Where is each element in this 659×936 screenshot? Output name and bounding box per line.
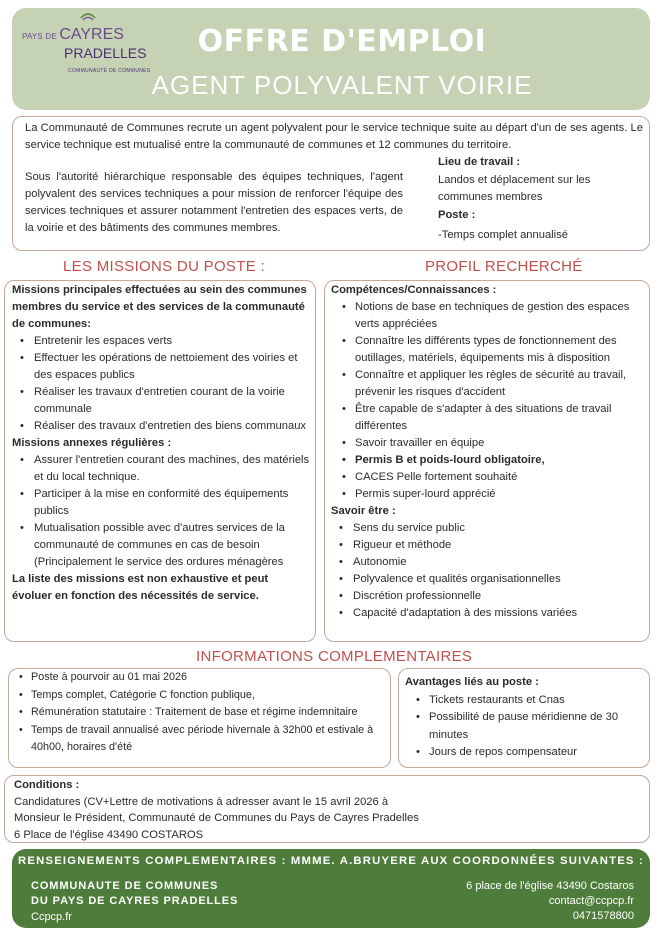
intro-role-text: Sous l'autorité hiérarchique responsable des équipes techniques, l'agent polyvalent des services techniques a pour mission de renforcer l'équipe des services techniques et assurer notamment l'entretien des espaces verts, de la voirie et des bâtiments des communes membres.: [25, 171, 403, 234]
avantages-heading: Avantages liés au poste :: [405, 676, 539, 688]
list-item: • Possibilité de pause méridienne de 30 minutes: [405, 709, 645, 744]
poste-label: Poste :: [438, 208, 476, 221]
list-item: • Rémunération statutaire : Traitement de base et régime indemnitaire: [15, 704, 387, 722]
missions-principal-list: [12, 333, 310, 435]
avantages-box: [398, 668, 650, 768]
list-item: • Réaliser des travaux d'entretien des biens communaux: [12, 418, 310, 435]
list-item: • Temps de travail annualisé avec période hivernale à 32h00 et estivale à 40h00, horaires d'été: [15, 722, 387, 757]
footer-org: [31, 879, 238, 909]
footer-contact-details: [466, 879, 634, 924]
avantages-list: [405, 692, 645, 762]
footer-banner: RENSEIGNEMENTS COMPLEMENTAIRES : MMME. A.BRUYERE AUX COORDONNÉES SUIVANTES :: [18, 855, 644, 867]
list-item: • CACES Pelle fortement souhaité: [331, 469, 647, 486]
footer-address: 6 place de l'église 43490 Costaros: [466, 880, 634, 892]
intro-text: La Communauté de Communes recrute un agent polyvalent pour le service technique suite au départ d'un de ses agents. Le service technique est mutualisé entre la communauté de communes et 12 communes du territoire.: [25, 122, 643, 151]
list-item: • Mutualisation possible avec d'autres services de la communauté de communes en cas de besoin (Principalement le service des ordures ménagères: [12, 520, 310, 571]
competences-heading: Compétences/Connaissances :: [331, 284, 497, 296]
list-item: • Discrétion professionnelle: [331, 588, 647, 605]
logo-emblem-icon: [80, 12, 96, 22]
list-item: • Connaître les différents types de fonctionnement des outillages, matériels, équipements mis à disposition: [331, 333, 647, 367]
intro-box: [12, 116, 650, 251]
workplace-info: [438, 154, 643, 245]
list-item: • Autonomie: [331, 554, 647, 571]
list-item: • Temps complet, Catégorie C fonction publique,: [15, 687, 387, 705]
missions-principal-heading: Missions principales effectuées au sein des communes membres du service et des services de la communauté de communes:: [12, 284, 307, 330]
list-item: • Poste à pourvoir au 01 mai 2026: [15, 669, 387, 687]
profil-title: PROFIL RECHERCHÉ: [425, 258, 583, 275]
conditions-line: Candidatures (CV+Lettre de motivations à adresser avant le 15 avril 2026 à: [14, 795, 389, 808]
list-item: • Être capable de s'adapter à des situations de travail différentes: [331, 401, 647, 435]
list-item: • Permis B et poids-lourd obligatoire,: [331, 452, 647, 469]
list-item: • Savoir travailler en équipe: [331, 435, 647, 452]
footer-org-line: DU PAYS DE CAYRES PRADELLES: [31, 895, 239, 907]
missions-annexes-heading: Missions annexes régulières :: [12, 437, 172, 449]
list-item: • Rigueur et méthode: [331, 537, 647, 554]
footer-phone[interactable]: 0471578800: [572, 910, 634, 922]
footer-contact: [12, 849, 650, 928]
list-item: • Capacité d'adaptation à des missions variées: [331, 605, 647, 622]
list-item: • Sens du service public: [331, 520, 647, 537]
list-item: • Entretenir les espaces verts: [12, 333, 310, 350]
infos-box: [8, 668, 391, 768]
missions-annexes-list: [12, 452, 310, 571]
competences-list: [331, 299, 647, 503]
list-item: • Jours de repos compensateur: [405, 744, 645, 762]
list-item: • Polyvalence et qualités organisationnelles: [331, 571, 647, 588]
savoir-list: [331, 520, 647, 622]
footer-website[interactable]: Ccpcp.fr: [31, 911, 72, 923]
lieu-value: Landos et déplacement sur les communes membres: [438, 173, 591, 203]
footer-org-line: COMMUNAUTE DE COMMUNES: [31, 880, 219, 892]
logo-line2: PRADELLES: [64, 45, 147, 61]
conditions-heading: Conditions :: [14, 779, 80, 791]
list-item: • Effectuer les opérations de nettoiement des voiries et des espaces publics: [12, 350, 310, 384]
header-banner: [12, 8, 650, 110]
list-item: • Tickets restaurants et Cnas: [405, 692, 645, 710]
list-item: • Connaître et appliquer les règles de sécurité au travail, prévenir les risques d'accident: [331, 367, 647, 401]
conditions-box: [4, 775, 650, 843]
logo-line1: PAYS DE CAYRES: [22, 26, 124, 43]
lieu-label: Lieu de travail :: [438, 156, 521, 168]
conditions-line: 6 Place de l'église 43490 COSTAROS: [14, 828, 204, 841]
list-item: • Participer à la mise en conformité des équipements publics: [12, 486, 310, 520]
profil-box: [324, 280, 650, 642]
conditions-line: Monsieur le Président, Communauté de Communes du Pays de Cayres Pradelles: [14, 812, 419, 824]
savoir-heading: Savoir être :: [331, 505, 396, 517]
infos-list: [15, 669, 387, 757]
poste-value: -Temps complet annualisé: [438, 229, 568, 241]
list-item: • Notions de base en techniques de gestion des espaces verts appréciées: [331, 299, 647, 333]
footer-email[interactable]: contact@ccpcp.fr: [548, 895, 634, 907]
list-item: • Permis super-lourd apprécié: [331, 486, 647, 503]
logo-line3: COMMUNAUTÉ DE COMMUNES: [68, 68, 151, 74]
page-title: OFFRE D'EMPLOI: [197, 24, 487, 59]
missions-box: [4, 280, 316, 642]
page-subtitle: AGENT POLYVALENT VOIRIE: [151, 70, 533, 100]
infos-title: INFORMATIONS COMPLEMENTAIRES: [196, 648, 473, 665]
missions-note: La liste des missions est non exhaustive et peut évoluer en fonction des nécessités de service.: [12, 573, 269, 602]
list-item: • Assurer l'entretien courant des machines, des matériels et du local technique.: [12, 452, 310, 486]
list-item: • Réaliser les travaux d'entretien courant de la voirie communale: [12, 384, 310, 418]
missions-title: LES MISSIONS DU POSTE :: [63, 258, 265, 275]
